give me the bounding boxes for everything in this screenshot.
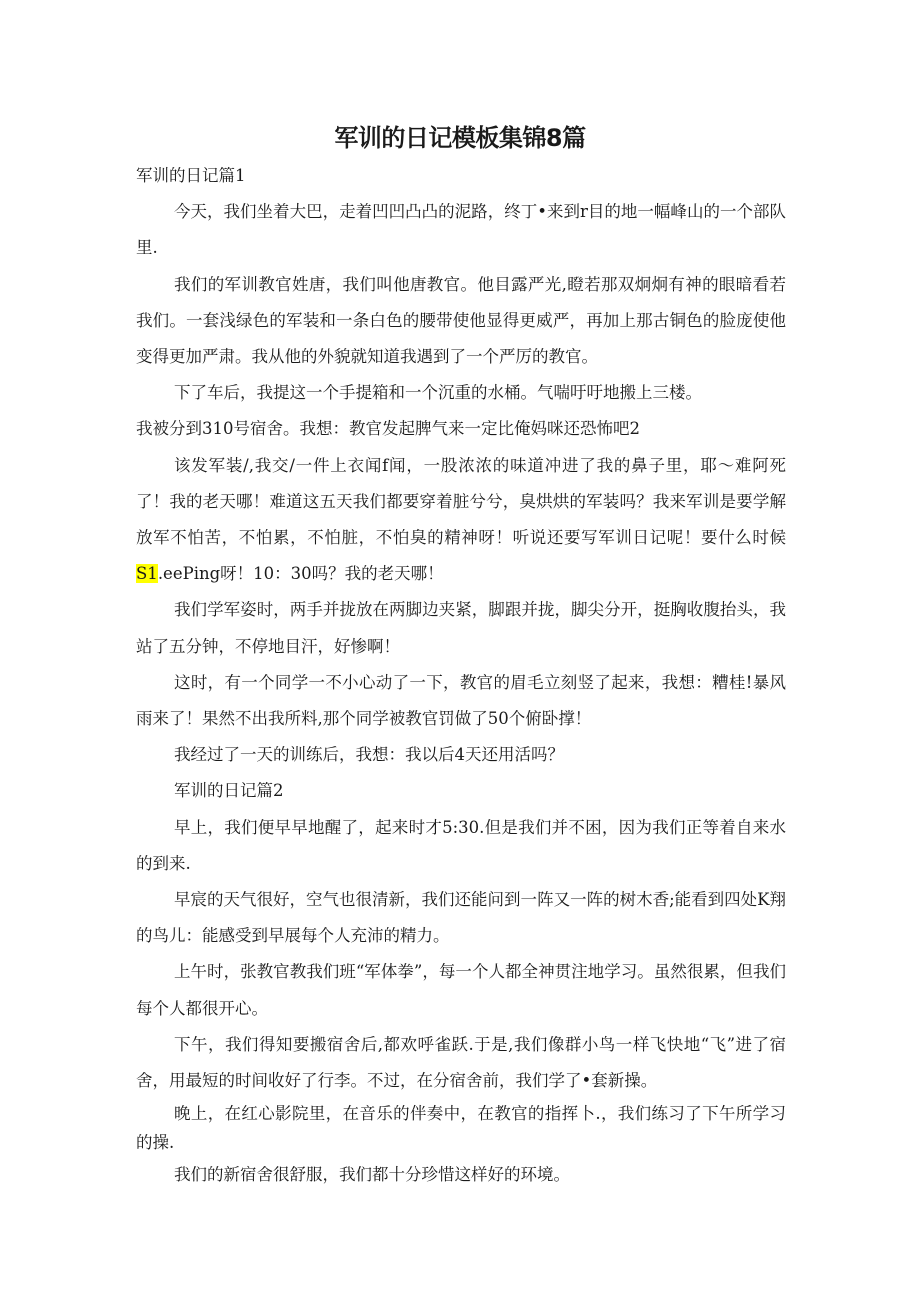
paragraph: 我被分到310号宿舍。我想：教官发起脾气来一定比俺妈咪还恐怖吧2 xyxy=(136,419,640,439)
paragraph: 早宸的天气很好，空气也很清新，我们还能问到一阵又一阵的树木香;能看到四处K翔的鸟儿：能感受到早展每个人充沛的精力。 xyxy=(136,890,786,946)
paragraph: 上午时，张教官教我们班“军体拳”，每一个人都全神贯注地学习。虽然很累，但我们每个人都很开心。 xyxy=(136,962,786,1018)
paragraph-text: 该发军装/,我交/一件上衣闻f闻，一股浓浓的味道冲进了我的鼻子里，耶～难阿死了！我的老天哪！难道这五天我们都要穿着脏兮兮，臭烘烘的军装吗？我来军训是要学解放军不怕苦，不怕累，不怕脏，不怕臭的精神呀！听说还要写军训日记呢！要什么时候 xyxy=(136,455,786,548)
highlighted-text: S1 xyxy=(136,564,158,584)
paragraph: 我们学军姿时，两手并拢放在两脚边夹紧，脚跟并拢，脚尖分开，挺胸收腹抬头，我站了五分钟，不停地目汗，好惨啊！ xyxy=(136,600,786,656)
paragraph-text: .eePing呀！10：30吗？我的老天哪！ xyxy=(157,564,444,584)
paragraph: 我们的军训教官姓唐，我们叫他唐教官。他目露严光,瞪若那双炯炯有神的眼暗看若我们。一套浅绿色的军装和一条白色的腰带使他显得更威严，再加上那古铜色的脸庞使他变得更加严肃。我从他的外貌就知道我遇到了一个严厉的教官。 xyxy=(136,274,786,367)
document-title: 军训的日记模板集锦8篇 xyxy=(334,124,586,152)
paragraph: 晚上，在红心影院里，在音乐的伴奏中，在教官的指挥卜.，我们练习了下午所学习的操. xyxy=(136,1104,786,1153)
section-heading-2: 军训的日记篇2 xyxy=(174,781,284,801)
section-heading-1: 军训的日记篇1 xyxy=(136,166,246,185)
paragraph: 下午，我们得知要搬宿舍后,都欢呼雀跃.于是,我们像群小鸟一样飞快地“飞”进了宿舍，用最短的时间收好了行李。不过，在分宿舍前，我们学了•套新操。 xyxy=(136,1034,786,1091)
paragraph xyxy=(136,448,786,593)
paragraph: 这时，有一个同学一不小心动了一下，教官的眉毛立刻竖了起来，我想：糟桂!暴风雨来了！果然不出我所料,那个同学被教官罚做了50个俯卧撑！ xyxy=(136,672,786,729)
paragraph: 早上，我们便早早地醒了，起来时才5:30.但是我们并不困，因为我们正等着自来水的到来. xyxy=(136,817,786,873)
document-body xyxy=(136,158,786,1193)
paragraph: 我经过了一天的训练后，我想：我以后4天还用活吗？ xyxy=(174,745,564,765)
paragraph: 下了车后，我提这一个手提箱和一个沉重的水桶。气喘吁吁地搬上三楼。 xyxy=(174,383,702,403)
paragraph: 今天，我们坐着大巴，走着凹凹凸凸的泥路，终丁•来到r目的地一幅峰山的一个部队里. xyxy=(136,202,786,258)
paragraph: 我们的新宿舍很舒服，我们都十分珍惜这样好的环境。 xyxy=(174,1165,570,1185)
